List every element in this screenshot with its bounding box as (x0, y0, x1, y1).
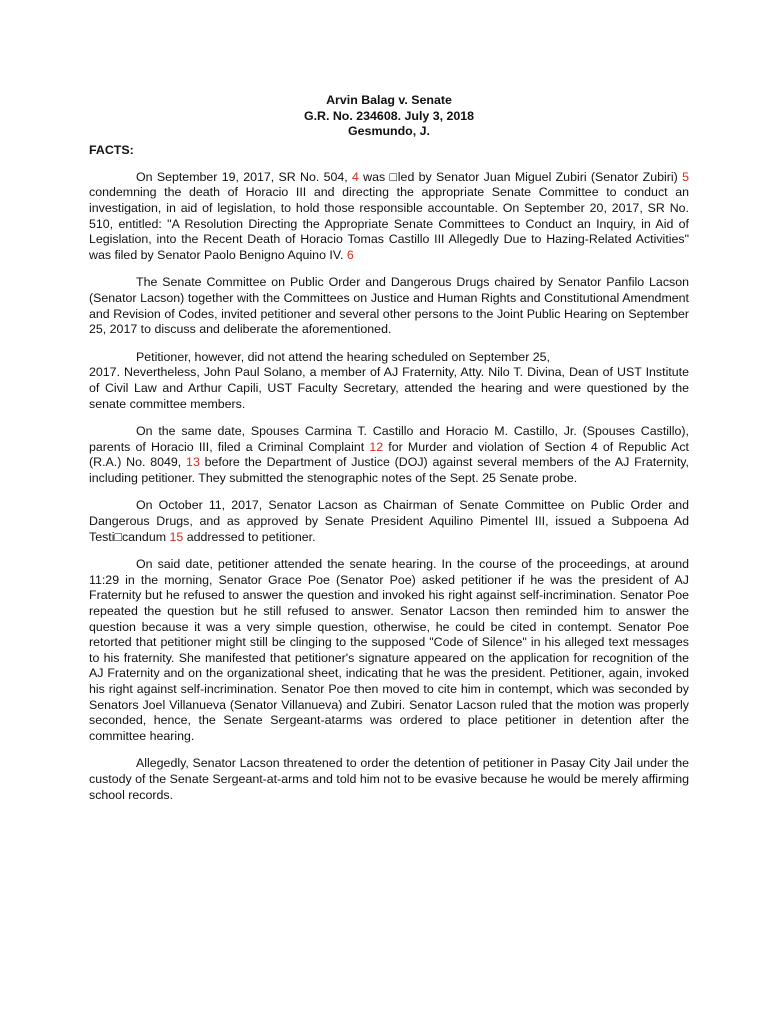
text-segment: Petitioner, however, did not attend the hearing scheduled on September 25, (136, 349, 550, 364)
text-segment: condemning the death of Horacio III and directing the appropriate Senate Committee to conduct an investigation, in aid of legislation, to hold those responsible accountable. On September 20, 2017, SR No. 510, entitled: "A Resolution Directing the Appropriate Senate Committees to Conduct an Inquiry, in Aid of Legislation, into the Recent Death of Horacio Tomas Castillo III Allegedly Due to Hazing-Related Activities" was filed by Senator Paolo Benigno Aquino IV. (89, 185, 689, 262)
case-title: Arvin Balag v. Senate (326, 93, 452, 107)
case-ponente: Gesmundo, J. (348, 124, 430, 139)
text-segment: On the same date, Spouses Carmina T. Castillo and Horacio M. Castillo, Jr. (Spouses Castillo), parents of Horacio III, filed a Criminal Complaint (89, 424, 689, 454)
facts-heading: FACTS: (89, 142, 134, 157)
paragraph-2: The Senate Committee on Public Order and Dangerous Drugs chaired by Senator Panfilo Lacson (Senator Lacson) together with the Committees on Justice and Human Rights and Constitutional Amendment and Revision of Codes, invited petitioner and several other persons to the Joint Public Hearing on September 25, 2017 to discuss and deliberate the aforementioned. (89, 275, 689, 337)
paragraph-7: Allegedly, Senator Lacson threatened to order the detention of petitioner in Pasay City Jail under the custody of the Senate Sergeant-at-arms and told him not to be evasive because he would be merely affirming school records. (89, 756, 689, 802)
text-segment: 2017. Nevertheless, John Paul Solano, a member of AJ Fraternity, Atty. Nilo T. Divina, Dean of UST Institute of Civil Law and Arthur Capili, UST Faculty Secretary, attended the hearing and were questioned by the senate committee members. (89, 365, 689, 411)
footnote-ref[interactable]: 15 (169, 529, 184, 544)
text-segment: addressed to petitioner. (183, 529, 316, 544)
footnote-ref[interactable]: 6 (346, 247, 354, 262)
case-header (89, 93, 689, 140)
case-citation: G.R. No. 234608. July 3, 2018 (303, 108, 475, 123)
text-segment: On October 11, 2017, Senator Lacson as Chairman of Senate Committee on Public Order and Dangerous Drugs, and as approved by Senate President Aquilino Pimentel III, issued a Subpoena Ad Testi□candum (89, 498, 689, 544)
text-segment: for Murder and violation of Section 4 of Republic Act (R.A.) No. 8049, (89, 439, 689, 470)
paragraph-4 (89, 424, 689, 486)
footnote-ref[interactable]: 4 (351, 169, 359, 184)
text-segment: before the Department of Justice (DOJ) against several members of the AJ Fraternity, including petitioner. They submitted the stenographic notes of the Sept. 25 Senate probe. (89, 455, 689, 485)
text-segment: On September 19, 2017, SR No. 504, (136, 169, 352, 184)
text-segment: was □led by Senator Juan Miguel Zubiri (Senator Zubiri) (358, 169, 683, 184)
footnote-ref[interactable]: 13 (186, 455, 200, 470)
footnote-ref[interactable]: 5 (682, 169, 689, 184)
paragraph-3 (89, 350, 689, 412)
footnote-ref[interactable]: 12 (369, 439, 384, 454)
paragraph-1 (89, 170, 689, 264)
paragraph-5 (89, 498, 689, 545)
paragraph-6: On said date, petitioner attended the senate hearing. In the course of the proceedings, at around 11:29 in the morning, Senator Grace Poe (Senator Poe) asked petitioner if he was the president of AJ Fraternity but he refused to answer the question and invoked his right against self-incrimination. Senator Poe repeated the question but he still refused to answer. Senator Lacson then reminded him to answer the question because it was a very simple question, otherwise, he could be cited in contempt. Senator Poe retorted that petitioner might still be clinging to the supposed "Code of Silence" in his alleged text messages to his fraternity. She manifested that petitioner's signature appeared on the application for recognition of the AJ Fraternity and on the organizational sheet, indicating that he was the president. Petitioner, again, invoked his right against self-incrimination. Senator Poe then moved to cite him in contempt, which was seconded by Senators Joel Villanueva (Senator Villanueva) and Zubiri. Senator Lacson ruled that the motion was properly seconded, hence, the Senate Sergeant-atarms was ordered to place petitioner in detention after the committee hearing. (89, 557, 689, 743)
